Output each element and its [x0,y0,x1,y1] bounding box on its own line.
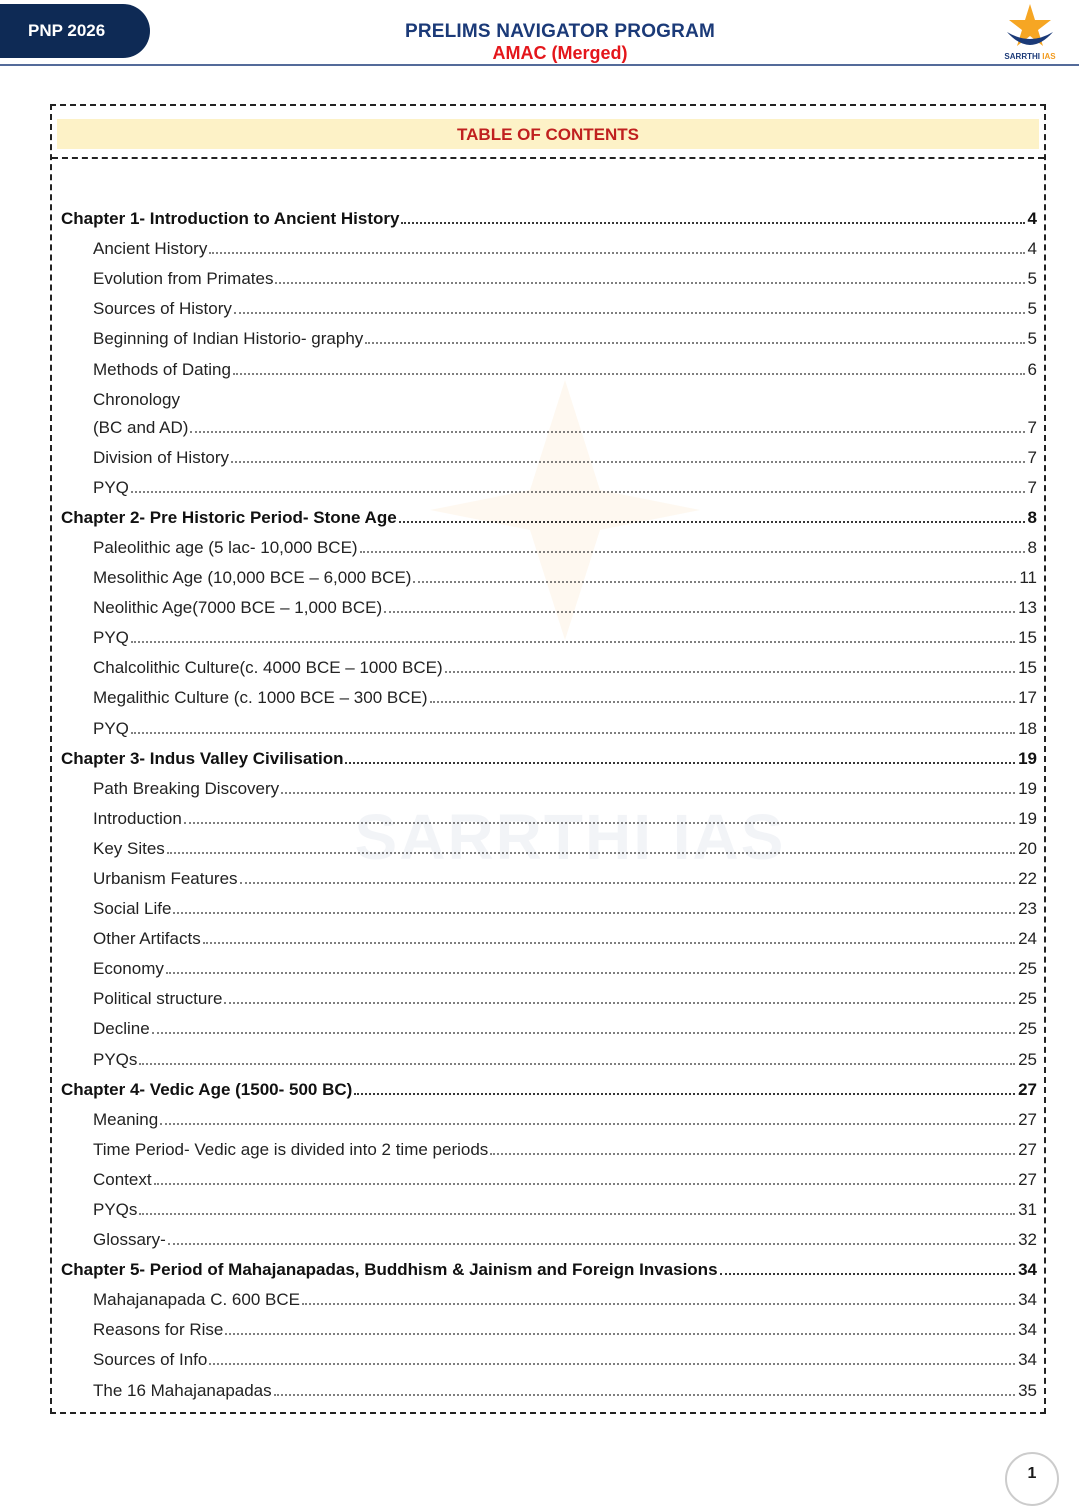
toc-entry-page: 13 [1018,598,1037,618]
program-badge: PNP 2026 [0,4,150,58]
toc-section-entry[interactable] [61,708,1037,738]
toc-entry-page: 8 [1027,537,1037,557]
toc-entry-page: 34 [1018,1260,1037,1280]
toc-entry-page: 31 [1018,1200,1037,1219]
toc-heading: TABLE OF CONTENTS [57,119,1039,149]
toc-entry-label: Neolithic Age(7000 BCE – 1,000 BCE) [93,598,383,618]
toc-section-entry[interactable] [61,259,1037,289]
toc-section-entry[interactable] [61,468,1037,498]
toc-entry-page: 22 [1018,868,1037,888]
toc-section-entry[interactable] [61,618,1037,648]
toc-entry-label: Introduction [93,808,182,828]
dot-leader [173,912,1015,914]
toc-section-entry[interactable] [61,289,1037,319]
toc-chapter-entry[interactable] [61,1070,1037,1100]
toc-entry-page: 25 [1018,989,1037,1009]
dot-leader [190,431,1024,433]
dot-leader [231,461,1024,463]
toc-entry-label: Sources of Info [93,1350,208,1370]
toc-section-entry[interactable] [61,1009,1037,1039]
header-divider [0,64,1079,66]
toc-entry-label: Other Artifacts [93,929,201,949]
page-header [0,0,1079,70]
toc-entry-page: 7 [1027,417,1037,437]
watermark-text: SARRTHI IAS [354,801,786,873]
toc-entry-label: Mesolithic Age (10,000 BCE – 6,000 BCE) [93,568,412,588]
toc-entry-label: PYQ [93,628,129,648]
toc-section-entry[interactable] [61,319,1037,349]
toc-entry-page: 35 [1018,1380,1037,1400]
toc-section-entry[interactable] [61,648,1037,678]
dot-leader [720,1273,1016,1275]
dot-leader [167,852,1015,854]
toc-entry-label: Social Life [93,899,172,919]
toc-entry-page: 23 [1018,899,1037,919]
toc-entry-label: Key Sites [93,838,165,858]
toc-entry-label: Ancient History [93,239,208,259]
toc-entry-page: 4 [1027,239,1037,259]
toc-section-entry[interactable] [61,1280,1037,1310]
toc-entry-label: Chapter 3- Indus Valley Civilisation [61,748,344,768]
toc-section-entry[interactable] [61,1100,1037,1130]
toc-entry-label: Path Breaking Discovery [93,778,280,798]
toc-entry-label: Time Period- Vedic age is divided into 2 time periods [93,1139,489,1159]
toc-entry-label: PYQ [93,477,129,497]
dot-leader [490,1153,1015,1155]
toc-entry-page: 6 [1027,359,1037,379]
toc-entry-label: Reasons for Rise [93,1320,224,1340]
toc-entry-page: 15 [1018,658,1037,678]
dot-leader [281,792,1015,794]
toc-entry-page: 15 [1018,628,1037,648]
dot-leader [399,521,1025,523]
dot-leader [139,1063,1015,1065]
toc-list [61,199,1037,1401]
toc-entry-label: Political structure [93,989,223,1009]
toc-entry-label: Mahajanapada C. 600 BCE [93,1290,300,1310]
toc-entry-page: 18 [1018,718,1037,738]
toc-chapter-entry[interactable] [61,498,1037,528]
dot-leader [275,282,1024,284]
toc-section-entry[interactable] [61,1370,1037,1400]
toc-entry-label: Glossary- [93,1230,166,1250]
toc-entry-page: 34 [1018,1350,1037,1370]
toc-entry-page: 20 [1018,838,1037,858]
dot-leader [354,1093,1015,1095]
toc-entry-page: 34 [1018,1320,1037,1340]
dot-leader [168,1243,1015,1245]
dot-leader [240,882,1016,884]
toc-heading-divider [52,157,1044,159]
program-title: PRELIMS NAVIGATOR PROGRAM [404,21,716,42]
toc-section-entry[interactable] [61,1190,1037,1220]
toc-entry-label: Division of History [93,447,230,467]
toc-entry-label: Chalcolithic Culture(c. 4000 BCE – 1000 BCE) [93,658,443,678]
page-number: 1 [1005,1452,1059,1506]
dot-leader [274,1394,1015,1396]
toc-section-entry[interactable] [61,528,1037,558]
toc-section-entry[interactable] [61,1340,1037,1370]
toc-entry-label: Chronology (BC and AD) [93,389,189,437]
toc-section-entry[interactable] [61,829,1037,859]
dot-leader [225,1333,1015,1335]
toc-section-entry[interactable] [61,979,1037,1009]
toc-section-entry[interactable] [61,919,1037,949]
dot-leader [413,581,1016,583]
toc-entry-page: 32 [1018,1230,1037,1250]
dot-leader [345,762,1015,764]
dot-leader [203,942,1015,944]
sarrthi-logo [995,2,1065,64]
dot-leader [209,1363,1015,1365]
toc-entry-page: 27 [1018,1139,1037,1159]
toc-entry-label: Beginning of Indian Historio- graphy [93,329,364,349]
dot-leader [152,1032,1015,1034]
toc-entry-page: 19 [1018,748,1037,768]
toc-entry-page: 5 [1027,269,1037,289]
toc-section-entry[interactable] [61,229,1037,259]
dot-leader [139,1213,1015,1215]
toc-entry-page: 25 [1018,959,1037,979]
toc-entry-label: PYQs [93,1200,138,1219]
logo-text: SARRTHI IAS [1004,52,1056,61]
toc-entry-label: Paleolithic age (5 lac- 10,000 BCE) [93,537,358,557]
toc-entry-label: Chapter 1- Introduction to Ancient History [61,209,400,229]
toc-section-entry[interactable] [61,949,1037,979]
dot-leader [131,732,1015,734]
dot-leader [224,1002,1015,1004]
toc-section-entry[interactable] [61,558,1037,588]
toc-entry-label: PYQs [93,1049,138,1069]
toc-entry-label: Meaning [93,1109,159,1129]
dot-leader [234,312,1025,314]
toc-entry-label: Chapter 4- Vedic Age (1500- 500 BC) [61,1079,353,1099]
toc-entry-page: 27 [1018,1109,1037,1129]
toc-entry-page: 19 [1018,808,1037,828]
dot-leader [154,1183,1015,1185]
toc-section-entry[interactable] [61,1310,1037,1340]
dot-leader [160,1123,1015,1125]
toc-entry-label: Megalithic Culture (c. 1000 BCE – 300 BCE) [93,688,428,708]
toc-entry-label: Sources of History [93,299,232,319]
toc-section-entry[interactable] [61,678,1037,708]
toc-section-entry[interactable] [61,769,1037,799]
toc-entry-page: 8 [1027,507,1037,527]
toc-entry-page: 5 [1027,299,1037,319]
toc-entry-label: The 16 Mahajanapadas [93,1380,272,1400]
dot-leader [365,342,1024,344]
dot-leader [184,822,1015,824]
dot-leader [209,252,1024,254]
dot-leader [430,701,1016,703]
toc-entry-page: 7 [1027,477,1037,497]
dot-leader [131,641,1015,643]
toc-entry-label: Chapter 2- Pre Historic Period- Stone Age [61,507,397,527]
toc-entry-page: 25 [1018,1049,1037,1069]
toc-entry-page: 4 [1027,209,1037,229]
toc-entry-page: 19 [1018,778,1037,798]
toc-section-entry[interactable] [61,799,1037,829]
header-title-block [300,22,820,64]
dot-leader [384,611,1015,613]
toc-section-entry[interactable] [61,889,1037,919]
toc-entry-page: 27 [1018,1079,1037,1099]
toc-entry-label: Economy [93,959,164,979]
dot-leader [233,373,1025,375]
star-logo-icon [995,2,1065,52]
dot-leader [401,222,1024,224]
toc-chapter-entry[interactable] [61,1250,1037,1280]
toc-entry-label: Context [93,1169,152,1189]
toc-entry-label: Evolution from Primates [93,269,274,289]
dot-leader [445,671,1015,673]
toc-entry-page: 11 [1019,568,1037,588]
toc-entry-page: 34 [1018,1290,1037,1310]
toc-section-entry[interactable] [61,349,1037,379]
toc-section-entry[interactable] [61,1039,1037,1069]
toc-section-entry[interactable] [61,1160,1037,1190]
toc-entry-label: Urbanism Features [93,868,238,888]
dot-leader [166,972,1015,974]
toc-entry-page: 24 [1018,929,1037,949]
toc-section-entry[interactable] [61,588,1037,618]
toc-entry-page: 17 [1018,688,1037,708]
toc-entry-label: PYQ [93,718,129,738]
toc-section-entry[interactable] [61,859,1037,889]
toc-entry-label: Decline [93,1019,150,1039]
toc-section-entry[interactable] [61,438,1037,468]
program-subtitle: AMAC (Merged) [492,43,628,63]
toc-entry-page: 27 [1018,1169,1037,1189]
dot-leader [302,1303,1015,1305]
toc-entry-label: Methods of Dating [93,359,231,379]
toc-entry-page: 7 [1027,447,1037,467]
dot-leader [360,551,1025,553]
toc-chapter-entry[interactable] [61,739,1037,769]
toc-section-entry[interactable] [61,1220,1037,1250]
toc-section-entry[interactable] [61,380,1037,438]
toc-entry-label: Chapter 5- Period of Mahajanapadas, Buddhism & Jainism and Foreign Invasions [61,1260,718,1280]
toc-chapter-entry[interactable] [61,199,1037,229]
toc-entry-page: 25 [1018,1019,1037,1039]
toc-section-entry[interactable] [61,1130,1037,1160]
toc-entry-page: 5 [1027,329,1037,349]
dot-leader [131,491,1025,493]
